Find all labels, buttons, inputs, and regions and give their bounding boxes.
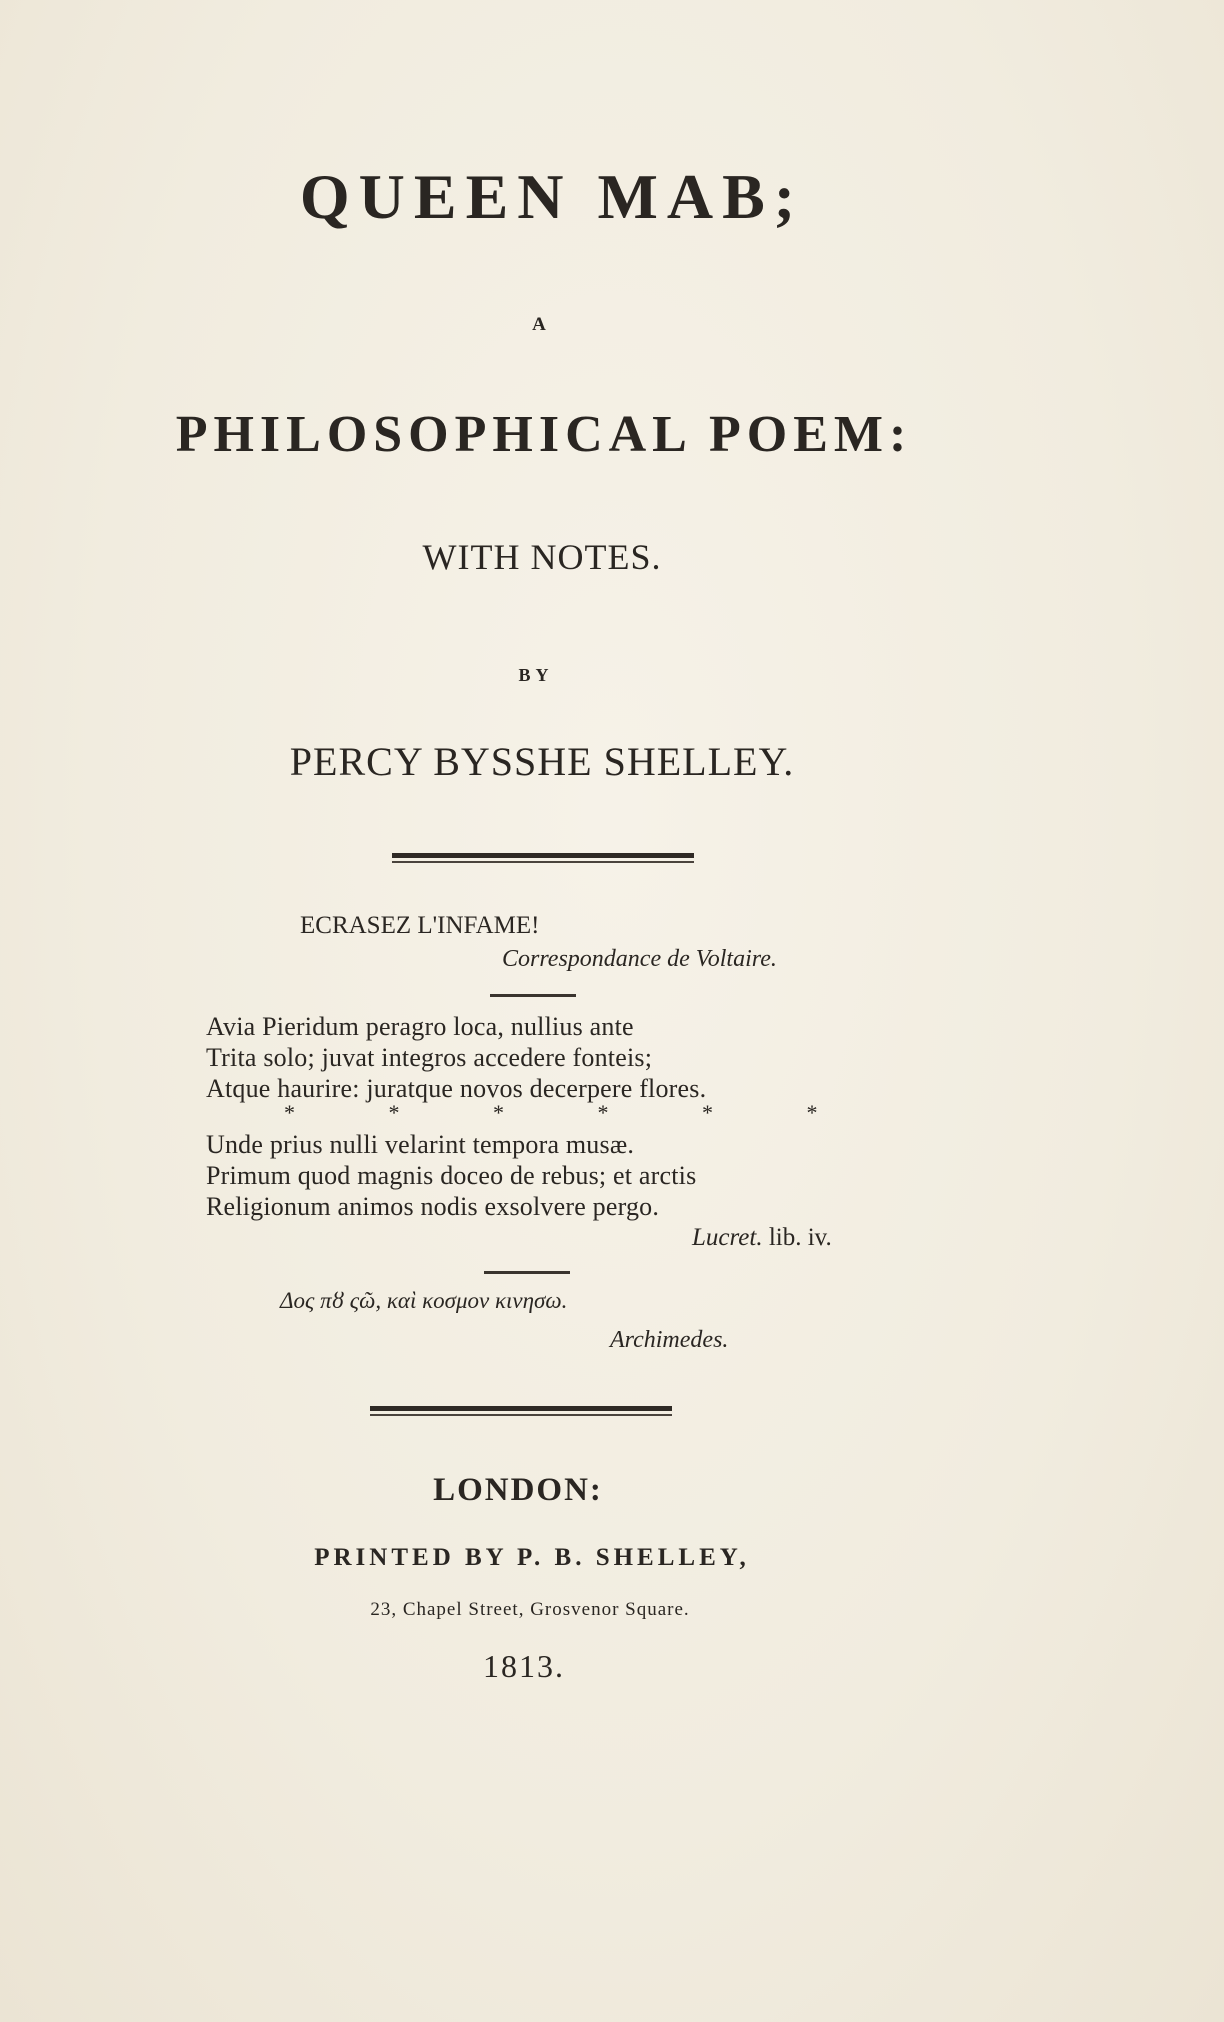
asterisk-ellipsis: * * * * * * bbox=[284, 1100, 862, 1125]
by-line: BY bbox=[518, 665, 554, 685]
lucretius-line: Unde prius nulli velarint tempora musæ. bbox=[206, 1130, 635, 1159]
voltaire-epigraph: ECRASEZ L'INFAME! bbox=[300, 912, 540, 939]
book-subtitle: PHILOSOPHICAL POEM: bbox=[175, 406, 913, 463]
lucretius-source-ref: lib. iv. bbox=[768, 1224, 832, 1251]
imprint-printer: PRINTED BY P. B. SHELLEY, bbox=[314, 1544, 750, 1571]
lucretius-source-name: Lucret. bbox=[692, 1224, 763, 1251]
lucretius-line: Avia Pieridum peragro loca, nullius ante bbox=[206, 1012, 634, 1041]
double-rule-divider bbox=[370, 1406, 672, 1416]
archimedes-epigraph: Δος πȣ ςῶ, καὶ κοσμον κινησω. bbox=[280, 1288, 568, 1313]
lucretius-line: Atque haurire: juratque novos decerpere flores. bbox=[206, 1074, 707, 1103]
author-name: PERCY BYSSHE SHELLEY. bbox=[289, 739, 795, 784]
imprint-year: 1813. bbox=[483, 1648, 565, 1684]
double-rule-divider bbox=[392, 853, 694, 863]
short-rule-divider bbox=[484, 1271, 570, 1274]
title-article: A bbox=[532, 314, 548, 335]
voltaire-attribution: Correspondance de Voltaire. bbox=[502, 946, 777, 972]
archimedes-attribution: Archimedes. bbox=[610, 1327, 729, 1353]
short-rule-divider bbox=[490, 994, 576, 997]
imprint-city: LONDON: bbox=[433, 1472, 603, 1508]
lucretius-attribution bbox=[692, 1224, 832, 1252]
lucretius-line: Primum quod magnis doceo de rebus; et arctis bbox=[206, 1161, 697, 1190]
lucretius-line: Trita solo; juvat integros accedere fonteis; bbox=[206, 1043, 653, 1072]
lucretius-line: Religionum animos nodis exsolvere pergo. bbox=[206, 1192, 660, 1221]
book-title: QUEEN MAB; bbox=[299, 161, 805, 232]
with-notes-line: WITH NOTES. bbox=[422, 537, 662, 577]
imprint-address: 23, Chapel Street, Grosvenor Square. bbox=[370, 1599, 690, 1620]
